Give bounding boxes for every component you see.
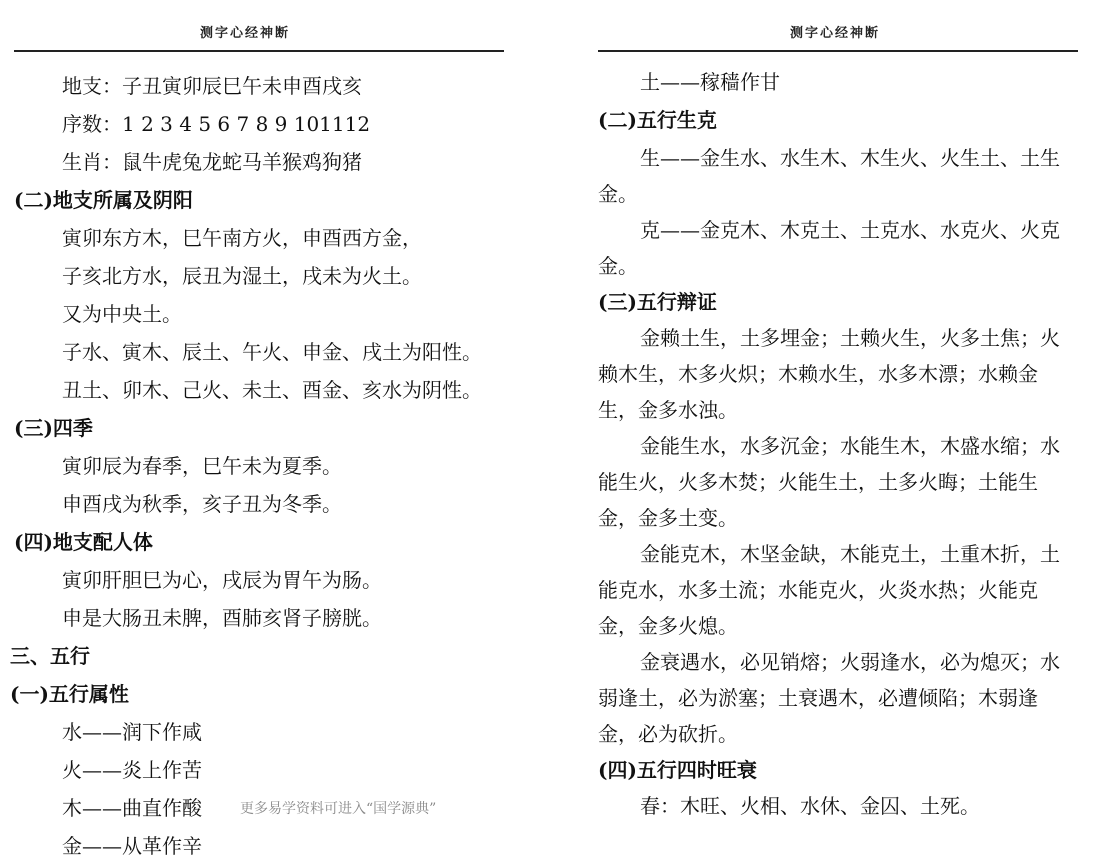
left-page-header: 测字心经神断: [200, 26, 291, 41]
right-line-1: 土——稼穑作甘: [640, 70, 780, 94]
right-line-14: 金能克木，木坚金缺，木能克土，土重木折，土: [640, 542, 1060, 566]
right-line-21: 春：木旺、火相、水休、金囚、土死。: [640, 794, 980, 818]
right-line-9: 赖木生，木多火炽；木赖水生，水多木漂；水赖金: [598, 362, 1038, 386]
left-line-18: 水——润下作咸: [62, 720, 202, 744]
right-page-header: 测字心经神断: [790, 26, 881, 41]
left-line-8: 子水、寅木、辰土、午火、申金、戌土为阳性。: [62, 340, 482, 364]
right-line-17: 金衰遇水，必见销熔；火弱逢水，必为熄灭；水: [640, 650, 1060, 674]
right-heading-4: (四)五行四时旺衰: [598, 758, 757, 782]
left-header-rule: [14, 50, 504, 52]
left-line-5: 寅卯东方木，巳午南方火，申酉西方金，: [62, 226, 422, 250]
right-line-3: 生——金生水、水生木、木生火、火生土、土生: [640, 146, 1060, 170]
left-line-20: 木——曲直作酸: [62, 796, 202, 820]
right-line-8: 金赖土生，土多埋金；土赖火生，火多土焦；火: [640, 326, 1060, 350]
left-heading-2: (二)地支所属及阴阳: [14, 188, 193, 212]
right-line-11: 金能生水，水多沉金；水能生木，木盛水缩；水: [640, 434, 1060, 458]
left-line-15: 申是大肠丑未脾，酉肺亥肾子膀胱。: [62, 606, 382, 630]
right-line-10: 生，金多水浊。: [598, 398, 738, 422]
left-heading-4: (四)地支配人体: [14, 530, 153, 554]
right-line-19: 金，必为砍折。: [598, 722, 738, 746]
left-line-3: 生肖：鼠牛虎兔龙蛇马羊猴鸡狗猪: [62, 150, 362, 174]
right-line-5: 克——金克木、木克土、土克水、水克火、火克: [640, 218, 1060, 242]
right-heading-3: (三)五行辩证: [598, 290, 717, 314]
left-heading-3: (三)四季: [14, 416, 93, 440]
right-line-6: 金。: [598, 254, 638, 278]
right-line-13: 金，金多土变。: [598, 506, 738, 530]
right-header-rule: [598, 50, 1078, 52]
left-line-7: 又为中央土。: [62, 302, 182, 326]
left-line-12: 申酉戌为秋季，亥子丑为冬季。: [62, 492, 342, 516]
left-line-2: 序数：1 2 3 4 5 6 7 8 9 101112: [62, 112, 371, 136]
right-page: [560, 0, 1095, 818]
right-heading-2: (二)五行生克: [598, 108, 717, 132]
right-line-16: 金，金多火熄。: [598, 614, 738, 638]
left-line-9: 丑土、卯木、己火、未土、酉金、亥水为阴性。: [62, 378, 482, 402]
left-line-14: 寅卯肝胆巳为心，戌辰为胃午为肠。: [62, 568, 382, 592]
left-line-19: 火——炎上作苦: [62, 758, 202, 782]
footer-watermark-text: 更多易学资料可进入“国学源典”: [240, 801, 437, 817]
right-line-15: 能克水，水多土流；水能克火，火炎水热；火能克: [598, 578, 1038, 602]
right-line-12: 能生火，火多木焚；火能生土，土多火晦；土能生: [598, 470, 1038, 494]
left-page: [0, 0, 530, 858]
left-line-6: 子亥北方水，辰丑为湿土，戌未为火土。: [62, 264, 422, 288]
left-line-1: 地支：子丑寅卯辰巳午未申酉戌亥: [62, 74, 362, 98]
left-section-3: 三、五行: [10, 644, 90, 668]
right-line-18: 弱逢土，必为淤塞；土衰遇木，必遭倾陷；木弱逢: [598, 686, 1038, 710]
left-line-21: 金——从革作辛: [62, 834, 202, 858]
left-heading-5: (一)五行属性: [10, 682, 129, 706]
right-line-4: 金。: [598, 182, 638, 206]
left-line-11: 寅卯辰为春季，巳午未为夏季。: [62, 454, 342, 478]
